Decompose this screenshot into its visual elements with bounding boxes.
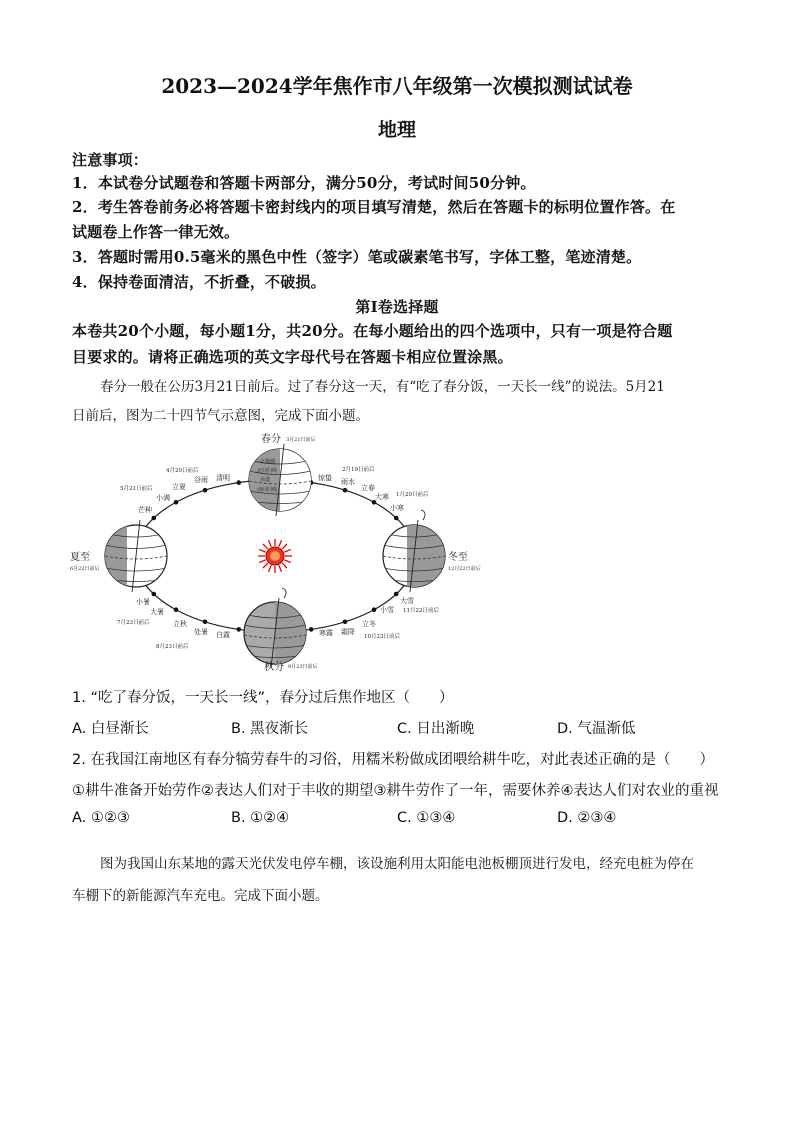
term-label: 处暑 [194, 628, 208, 636]
section-instruction: 本卷共20个小题，每小题1分，共20分。在每小题给出的四个选项中，只有一项是符合题 [72, 322, 673, 340]
sun-ray [279, 565, 282, 572]
q2-option-d[interactable]: D. ②③④ [557, 810, 617, 826]
sun-ray [263, 563, 268, 568]
globe-winter-solstice-icon [383, 510, 447, 592]
passage-text: 车棚下的新能源汽车充电。完成下面小题。 [72, 888, 329, 904]
globe-summer-solstice-icon [105, 520, 167, 592]
globe-label: 北回归线 [257, 468, 278, 474]
notice-item: 1．本试卷分试题卷和答题卡两部分，满分50分，考试时间50分钟。 [72, 174, 536, 192]
orbit-dot [174, 500, 179, 505]
orbit-dot [343, 620, 348, 625]
orbit-dot [237, 627, 242, 632]
sun-icon [258, 539, 292, 573]
date-label: 7月23日前后 [117, 620, 150, 626]
sun-ray [269, 540, 272, 547]
q1-option-c[interactable]: C. 日出渐晚 [397, 721, 475, 737]
section-title: 第Ⅰ卷选择题 [355, 298, 439, 316]
date-label: 2月19日前后 [342, 467, 375, 473]
q2-option-a[interactable]: A. ①②③ [72, 810, 130, 826]
globe-label: 赤道 [260, 477, 271, 483]
solar-terms-diagram [68, 428, 498, 673]
term-label: 大暑 [150, 608, 164, 616]
date-label: 10月23日前后 [364, 634, 400, 640]
passage-text: 日前后，图为二十四节气示意图，完成下面小题。 [72, 408, 369, 424]
orbit-dot [309, 627, 314, 632]
date-chunfen: 3月21日前后 [286, 437, 316, 443]
q1-option-d[interactable]: D. 气温渐低 [557, 721, 636, 737]
term-label: 小暑 [136, 598, 150, 606]
orbit-dot [152, 516, 157, 521]
q2-option-c[interactable]: C. ①③④ [397, 810, 456, 826]
globe-label: 北极圈 [260, 459, 276, 465]
orbit-dot [203, 620, 208, 625]
q1-option-b[interactable]: B. 黑夜渐长 [231, 721, 309, 737]
passage-text: 图为我国山东某地的露天光伏发电停车棚，该设施利用太阳能电池板棚顶进行发电，经充电桩为停在 [100, 856, 694, 872]
sun-ray [279, 540, 282, 547]
question-1-stem: 1. “吃了春分饭，一天长一线”，春分过后焦作地区（ ） [72, 690, 454, 706]
orbit-dot [372, 607, 377, 612]
subject-title: 地理 [377, 119, 416, 141]
sun-ray [284, 550, 291, 553]
label-chunfen: 春分 [261, 434, 281, 445]
date-dongzhi: 12月22日前后 [448, 566, 481, 572]
globe-autumn-equinox-icon [244, 588, 306, 668]
globe-spring-equinox-icon [249, 444, 311, 516]
term-label: 立夏 [172, 483, 186, 491]
term-label: 立冬 [362, 620, 376, 628]
section-instruction: 目要求的。请将正确选项的英文字母代号在答题卡相应位置涂黑。 [72, 348, 513, 366]
term-label: 小雪 [380, 606, 394, 614]
passage-text: 春分一般在公历3月21日前后。过了春分这一天，有“吃了春分饭，一天长一线”的说法。5月21 [100, 379, 665, 395]
sun-ray [282, 544, 287, 549]
notice-item: 试题卷上作答一律无效。 [72, 223, 240, 241]
notice-heading: 注意事项： [72, 151, 149, 169]
question-2-statements: ①耕牛准备开始劳作②表达人们对于丰收的期望③耕牛劳作了一年，需要休养④表达人们对农业的重视 [72, 783, 719, 799]
term-label: 大寒 [375, 493, 389, 501]
sun-ray [269, 565, 272, 572]
label-dongzhi: 冬至 [448, 552, 468, 563]
term-label: 霜降 [341, 628, 355, 636]
date-qiufen: 9月23日前后 [288, 664, 318, 670]
sun-ray [259, 550, 266, 553]
label-qiufen: 秋分 [264, 662, 284, 673]
exam-title: 2023—2024学年焦作市八年级第一次模拟测试试卷 [161, 74, 633, 98]
orbit-dot [152, 592, 157, 597]
term-label: 小寒 [390, 504, 404, 512]
orbit-dot [394, 516, 399, 521]
term-label: 惊蛰 [318, 474, 332, 482]
orbit-dot [174, 607, 179, 612]
term-label: 白露 [216, 631, 230, 639]
date-label: 1月20日前后 [396, 492, 429, 498]
sun-ray [282, 563, 287, 568]
term-label: 芒种 [138, 506, 152, 514]
question-2-stem: 2. 在我国江南地区有春分犒劳春牛的习俗，用糯米粉做成团喂给耕牛吃，对此表述正确的是（ ） [72, 752, 714, 768]
sun-ray [284, 560, 291, 563]
date-label: 8月23日前后 [156, 644, 189, 650]
sun-ray [259, 560, 266, 563]
label-xiazhi: 夏至 [70, 552, 90, 563]
term-label: 立春 [361, 484, 375, 492]
date-label: 11月22日前后 [403, 608, 439, 614]
term-label: 清明 [216, 474, 230, 482]
date-label: 5月21日前后 [120, 486, 153, 492]
sun-ray [263, 544, 268, 549]
date-xiazhi: 6月22日前后 [70, 566, 100, 572]
term-label: 谷雨 [194, 476, 208, 484]
orbit-dot [394, 592, 399, 597]
term-label: 寒露 [319, 629, 333, 637]
orbit-dot [237, 480, 242, 485]
term-label: 小满 [156, 494, 170, 502]
notice-item: 2．考生答卷前务必将答题卡密封线内的项目填写清楚，然后在答题卡的标明位置作答。在 [72, 198, 676, 216]
orbit-dot [203, 488, 208, 493]
term-label: 大雪 [400, 597, 414, 605]
notice-item: 4．保持卷面清洁，不折叠，不破损。 [72, 273, 326, 291]
term-label: 立秋 [173, 620, 187, 628]
orbit-dot [343, 488, 348, 493]
q1-option-a[interactable]: A. 白昼渐长 [72, 721, 149, 737]
term-label: 雨水 [341, 478, 355, 486]
globe-label: 南回归线 [257, 487, 278, 493]
notice-item: 3．答题时需用0.5毫米的黑色中性（签字）笔或碳素笔书写，字体工整，笔迹清楚。 [72, 248, 642, 266]
q2-option-b[interactable]: B. ①②④ [231, 810, 290, 826]
date-label: 4月20日前后 [166, 468, 199, 474]
